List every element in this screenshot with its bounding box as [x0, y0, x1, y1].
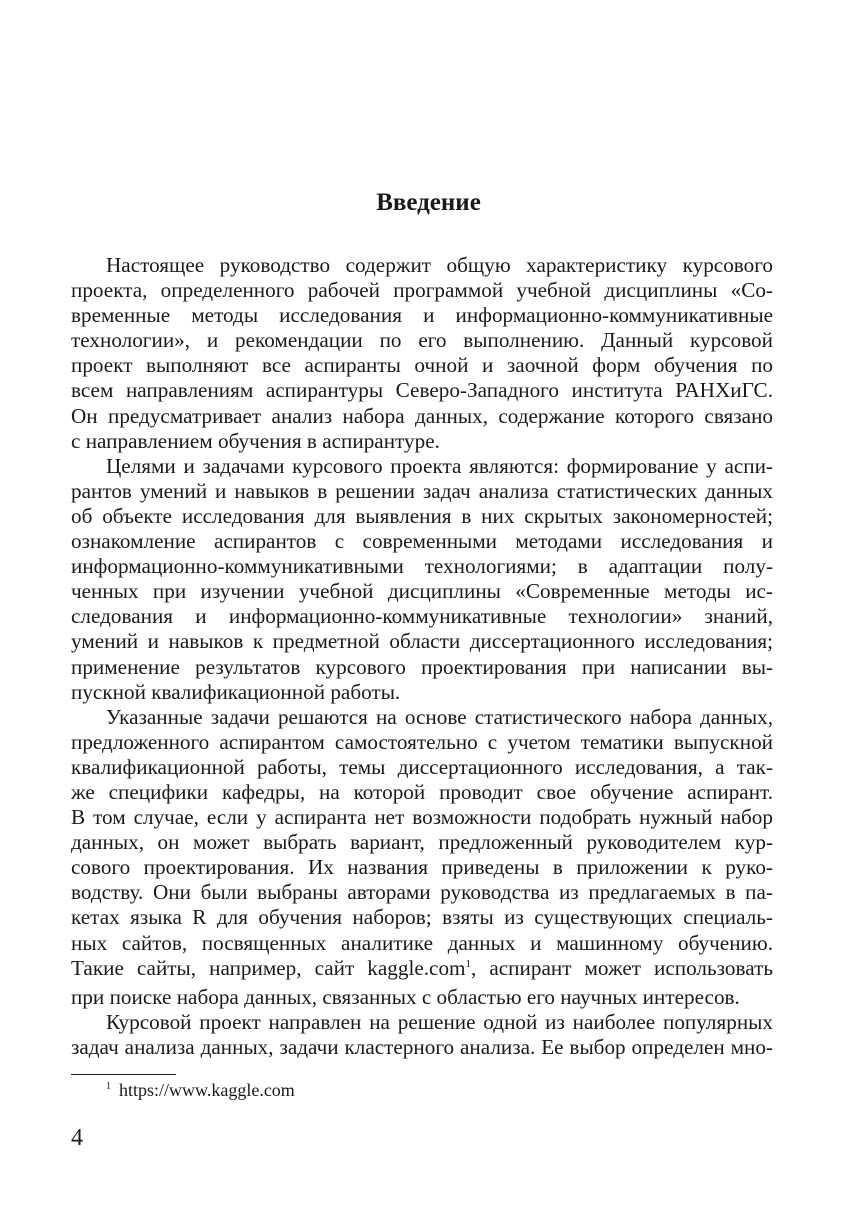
text-line: Он предусматривает анализ набора данных, содержание которого связано — [71, 403, 773, 428]
text-line: Указанные задачи решаются на основе статистического набора данных, — [106, 704, 773, 729]
footnote — [106, 1078, 295, 1106]
text-line: же специфики кафедры, на которой проводит свое обучение аспирант. — [71, 779, 773, 804]
text-line: ченных при изучении учебной дисциплины «Современные методы ис- — [71, 579, 773, 604]
footnote-reference[interactable]: 1 — [465, 957, 472, 970]
text-line: с направлением обучения в аспирантуре. — [71, 428, 440, 453]
section-heading: Введение — [376, 189, 481, 216]
text-line: ознакомление аспирантов с современными методами исследования и — [71, 529, 773, 554]
paragraph-2 — [71, 454, 773, 705]
text-line: сового проектирования. Их названия приведены в приложении к руко- — [71, 855, 773, 880]
text-line: кетах языка R для обучения наборов; взяты из существующих специаль- — [71, 905, 773, 930]
text-line: В том случае, если у аспиранта нет возможности подобрать нужный набор — [71, 805, 773, 830]
footnote-link[interactable]: https://www.kaggle.com — [119, 1080, 295, 1100]
text-line: предложенного аспирантом самостоятельно с учетом тематики выпускной — [71, 729, 773, 754]
text-line: Настоящее руководство содержит общую характеристику курсового — [106, 253, 773, 277]
footnote-divider — [71, 1074, 176, 1075]
text-line: данных, он может выбрать вариант, предложенный руководителем кур- — [71, 830, 773, 855]
text-line: временные методы исследования и информационно-коммуникативные — [71, 303, 773, 328]
text-line: ных сайтов, посвященных аналитике данных и машинному обучению. — [71, 930, 773, 955]
text-line: Целями и задачами курсового проекта являются: формирование у аспи- — [106, 453, 773, 478]
text-segment: Такие сайты, например, сайт kaggle.com — [71, 955, 466, 980]
text-line: технологии», и рекомендации по его выполнению. Данный курсовой — [71, 328, 773, 353]
text-line: задач анализа данных, задачи кластерного анализа. Ее выбор определен мно- — [71, 1034, 773, 1059]
main-text — [71, 253, 773, 1060]
text-segment: , аспирант может использовать — [471, 955, 773, 980]
text-line: применение результатов курсового проектирования при написании вы- — [71, 654, 773, 679]
text-line-with-footnote — [71, 956, 773, 985]
text-line: проект выполняют все аспиранты очной и заочной форм обучения по — [71, 353, 773, 378]
paragraph-1 — [71, 253, 773, 454]
text-line: информационно-коммуникативными технологиями; в адаптации полу- — [71, 554, 773, 579]
paragraph-3 — [71, 705, 773, 1010]
text-line: рантов умений и навыков в решении задач анализа статистических данных — [71, 478, 773, 503]
paragraph-4 — [71, 1010, 773, 1060]
text-line: пускной квалификационной работы. — [71, 679, 401, 704]
text-line: квалификационной работы, темы диссертационного исследования, а так- — [71, 754, 773, 779]
text-line: Курсовой проект направлен на решение одной из наиболее популярных — [106, 1009, 773, 1034]
footnote-marker: 1 — [106, 1081, 111, 1092]
text-line: всем направлениям аспирантуры Северо-Западного института РАНХиГС. — [71, 378, 773, 403]
text-line: проекта, определенного рабочей программой учебной дисциплины «Со- — [71, 278, 773, 303]
page-number: 4 — [71, 1125, 83, 1151]
text-line: об объекте исследования для выявления в них скрытых закономерностей; — [71, 503, 773, 528]
text-line: умений и навыков к предметной области диссертационного исследования; — [71, 629, 773, 654]
text-line: при поиске набора данных, связанных с областью его научных интересов. — [71, 984, 740, 1009]
text-line: водству. Они были выбраны авторами руководства из предлагаемых в па- — [71, 880, 773, 905]
text-line: следования и информационно-коммуникативные технологии» знаний, — [71, 604, 773, 629]
